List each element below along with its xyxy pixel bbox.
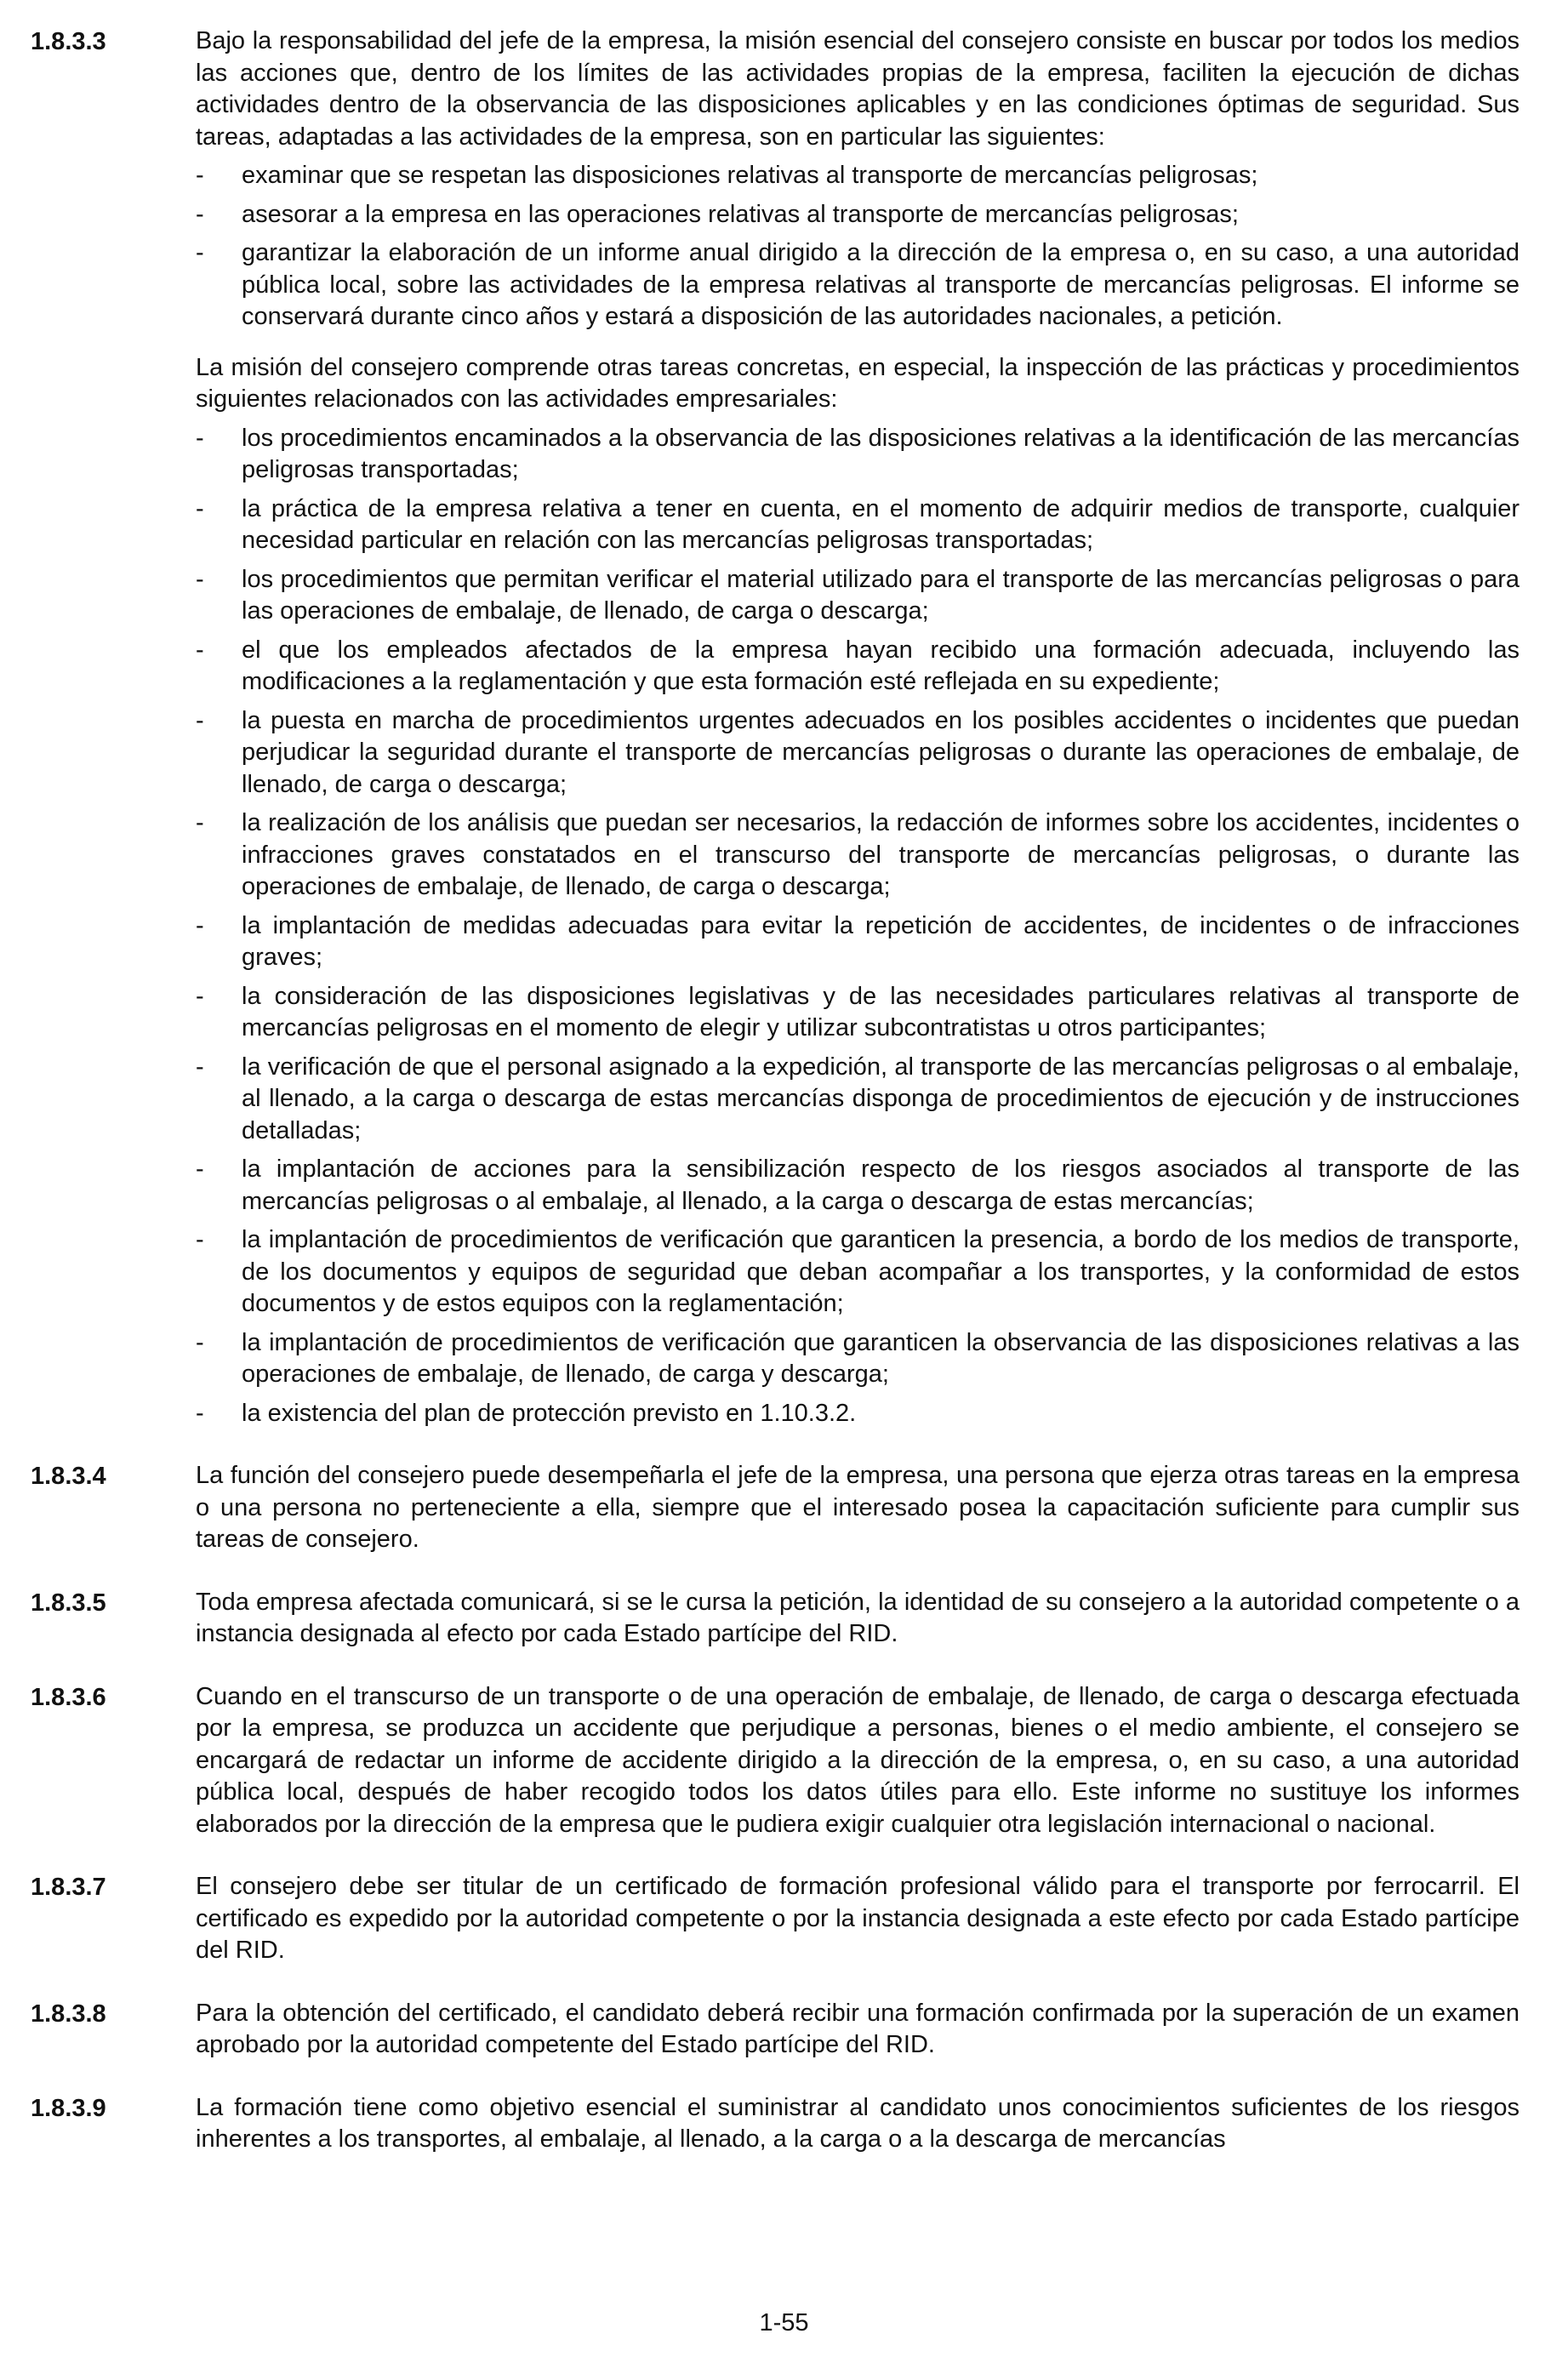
page-number: 1-55 <box>759 2309 809 2336</box>
paragraph: Bajo la responsabilidad del jefe de la empresa, la misión esencial del consejero consiste en buscar por todos los medios las acciones que, dentro de los límites de las actividades propias de la empresa, faciliten la ejecución de dichas actividades dentro de la observancia de las disposiciones aplicables y en las condiciones óptimas de seguridad. Sus tareas, adaptadas a las actividades de la empresa, son en particular las siguientes: <box>196 27 1520 151</box>
dash-bullet: - <box>196 1226 204 1253</box>
paragraph: Cuando en el transcurso de un transporte o de una operación de embalaje, de llenado, de carga o descarga efectuada por la empresa, se produzca un accidente que perjudique a personas, bienes o el medio ambiente, el consejero se encargará de redactar un informe de accidente dirigido a la dirección de la empresa, o, en su caso, a una autoridad pública local, después de haber recogido todos los datos útiles para ello. Este informe no sustituye los informes elaborados por la dirección de la empresa que le pudiera exigir cualquier otra legislación internacional o nacional. <box>196 1682 1520 1838</box>
document-content <box>31 26 1520 2187</box>
dash-bullet: - <box>196 1155 204 1183</box>
list-item <box>196 705 1520 802</box>
dash-bullet: - <box>196 565 204 593</box>
section-number: 1.8.3.6 <box>31 1683 106 1711</box>
paragraph: El consejero debe ser titular de un certificado de formación profesional válido para el transporte por ferrocarril. El certificado es expedido por la autoridad competente o por la instancia designada a este efecto por cada Estado partícipe del RID. <box>196 1873 1520 1964</box>
paragraph: La misión del consejero comprende otras tareas concretas, en especial, la inspección de las prácticas y procedimientos siguientes relacionados con las actividades empresariales: <box>196 353 1520 413</box>
section-1-8-3-4 <box>31 1460 1520 1556</box>
section-number: 1.8.3.4 <box>31 1463 106 1490</box>
dash-bullet: - <box>196 809 204 836</box>
section-body <box>196 1460 1520 1556</box>
section-number: 1.8.3.8 <box>31 2000 106 2028</box>
list-item-text: la implantación de medidas adecuadas para evitar la repetición de accidentes, de incidentes o de infracciones graves; <box>242 911 1520 971</box>
dash-bullet: - <box>196 424 204 452</box>
list-item-text: los procedimientos que permitan verificar el material utilizado para el transporte de las mercancías peligrosas o para las operaciones de embalaje, de llenado, de carga o descarga; <box>242 565 1520 625</box>
section-1-8-3-6 <box>31 1681 1520 1841</box>
paragraph: La función del consejero puede desempeñarla el jefe de la empresa, una persona que ejerza otras tareas en la empresa o una persona no perteneciente a ella, siempre que el interesado posea la capacitación suficiente para cumplir sus tareas de consejero. <box>196 1462 1520 1553</box>
list-item <box>196 494 1520 557</box>
section-1-8-3-5 <box>31 1587 1520 1651</box>
list-item <box>196 981 1520 1045</box>
inspection-list <box>196 423 1520 1430</box>
list-item <box>196 910 1520 974</box>
section-1-8-3-9 <box>31 2092 1520 2156</box>
list-item <box>196 807 1520 904</box>
section-body <box>196 1998 1520 2062</box>
section-1-8-3-8 <box>31 1998 1520 2062</box>
list-item-text: examinar que se respetan las disposiciones relativas al transporte de mercancías peligrosas; <box>242 162 1258 189</box>
list-item <box>196 1224 1520 1321</box>
dash-bullet: - <box>196 1053 204 1081</box>
paragraph: La formación tiene como objetivo esencial el suministrar al candidato unos conocimientos suficientes de los riesgos inherentes a los transportes, al embalaje, al llenado, a la carga o a la descarga de mercancías <box>196 2093 1520 2153</box>
dash-bullet: - <box>196 706 204 734</box>
list-item <box>196 1154 1520 1218</box>
list-item <box>196 1327 1520 1391</box>
list-item-text: asesorar a la empresa en las operaciones relativas al transporte de mercancías peligrosas; <box>242 200 1239 228</box>
section-body <box>196 1681 1520 1841</box>
list-item <box>196 199 1520 231</box>
section-number: 1.8.3.9 <box>31 2094 106 2122</box>
dash-bullet: - <box>196 911 204 939</box>
list-item <box>196 1052 1520 1148</box>
list-item-text: la realización de los análisis que puedan ser necesarios, la redacción de informes sobre los accidentes, incidentes o infracciones graves constatados en el transcurso del transporte de mercancías peligrosas, o durante las operaciones de embalaje, de llenado, de carga o descarga; <box>242 809 1520 900</box>
list-item-text: la consideración de las disposiciones legislativas y de las necesidades particulares relativas al transporte de mercancías peligrosas en el momento de elegir y utilizar subcontratistas u otros participantes; <box>242 982 1520 1041</box>
list-item-text: los procedimientos encaminados a la observancia de las disposiciones relativas a la identificación de las mercancías peligrosas transportadas; <box>242 424 1520 483</box>
dash-bullet: - <box>196 982 204 1010</box>
dash-bullet: - <box>196 1328 204 1356</box>
list-item-text: la puesta en marcha de procedimientos urgentes adecuados en los posibles accidentes o incidentes que puedan perjudicar la seguridad durante el transporte de mercancías peligrosas o durante las operaciones de embalaje, de llenado, de carga o descarga; <box>242 706 1520 798</box>
list-item-text: el que los empleados afectados de la empresa hayan recibido una formación adecuada, incluyendo las modificaciones a la reglamentación y que esta formación esté reflejada en su expediente; <box>242 636 1520 695</box>
dash-bullet: - <box>196 494 204 522</box>
dash-bullet: - <box>196 636 204 664</box>
section-1-8-3-3 <box>31 26 1520 1429</box>
section-body <box>196 1871 1520 1967</box>
paragraph: Para la obtención del certificado, el candidato deberá recibir una formación confirmada por la superación de un examen aprobado por la autoridad competente del Estado partícipe del RID. <box>196 1999 1520 2058</box>
paragraph: Toda empresa afectada comunicará, si se le cursa la petición, la identidad de su consejero a la autoridad competente o a instancia designada al efecto por cada Estado partícipe del RID. <box>196 1588 1520 1647</box>
section-1-8-3-7 <box>31 1871 1520 1967</box>
list-item <box>196 564 1520 628</box>
list-item <box>196 237 1520 334</box>
list-item <box>196 635 1520 699</box>
section-body <box>196 1587 1520 1651</box>
list-item-text: la implantación de acciones para la sensibilización respecto de los riesgos asociados al transporte de las mercancías peligrosas o al embalaje, al llenado, a la carga o descarga de estas mercancías; <box>242 1155 1520 1215</box>
list-item-text: la práctica de la empresa relativa a tener en cuenta, en el momento de adquirir medios de transporte, cualquier necesidad particular en relación con las mercancías peligrosas transportadas; <box>242 494 1520 554</box>
section-number: 1.8.3.3 <box>31 28 106 55</box>
list-item-text: la implantación de procedimientos de verificación que garanticen la observancia de las disposiciones relativas a las operaciones de embalaje, de llenado, de carga y descarga; <box>242 1328 1520 1388</box>
list-item <box>196 160 1520 192</box>
dash-bullet: - <box>196 1399 204 1427</box>
list-item <box>196 1398 1520 1430</box>
dash-bullet: - <box>196 200 204 228</box>
list-item-text: la implantación de procedimientos de verificación que garanticen la presencia, a bordo de los medios de transporte, de los documentos y equipos de seguridad que deban acompañar a los transportes, y la conformidad de estos documentos y de estos equipos con la reglamentación; <box>242 1226 1520 1317</box>
list-item <box>196 423 1520 487</box>
section-body <box>196 2092 1520 2156</box>
list-item-text: la existencia del plan de protección previsto en 1.10.3.2. <box>242 1399 857 1427</box>
list-item-text: garantizar la elaboración de un informe anual dirigido a la dirección de la empresa o, en su caso, a una autoridad pública local, sobre las actividades de la empresa relativas al transporte de mercancías peligrosas. El informe se conservará durante cinco años y estará a disposición de las autoridades nacionales, a petición. <box>242 239 1520 330</box>
dash-bullet: - <box>196 162 204 189</box>
section-body <box>196 26 1520 1429</box>
dash-bullet: - <box>196 239 204 266</box>
section-number: 1.8.3.7 <box>31 1874 106 1901</box>
task-list <box>196 160 1520 334</box>
list-item-text: la verificación de que el personal asignado a la expedición, al transporte de las mercancías peligrosas o al embalaje, al llenado, a la carga o descarga de estas mercancías disponga de procedimientos de ejecución y de instrucciones detalladas; <box>242 1053 1520 1144</box>
section-number: 1.8.3.5 <box>31 1589 106 1617</box>
